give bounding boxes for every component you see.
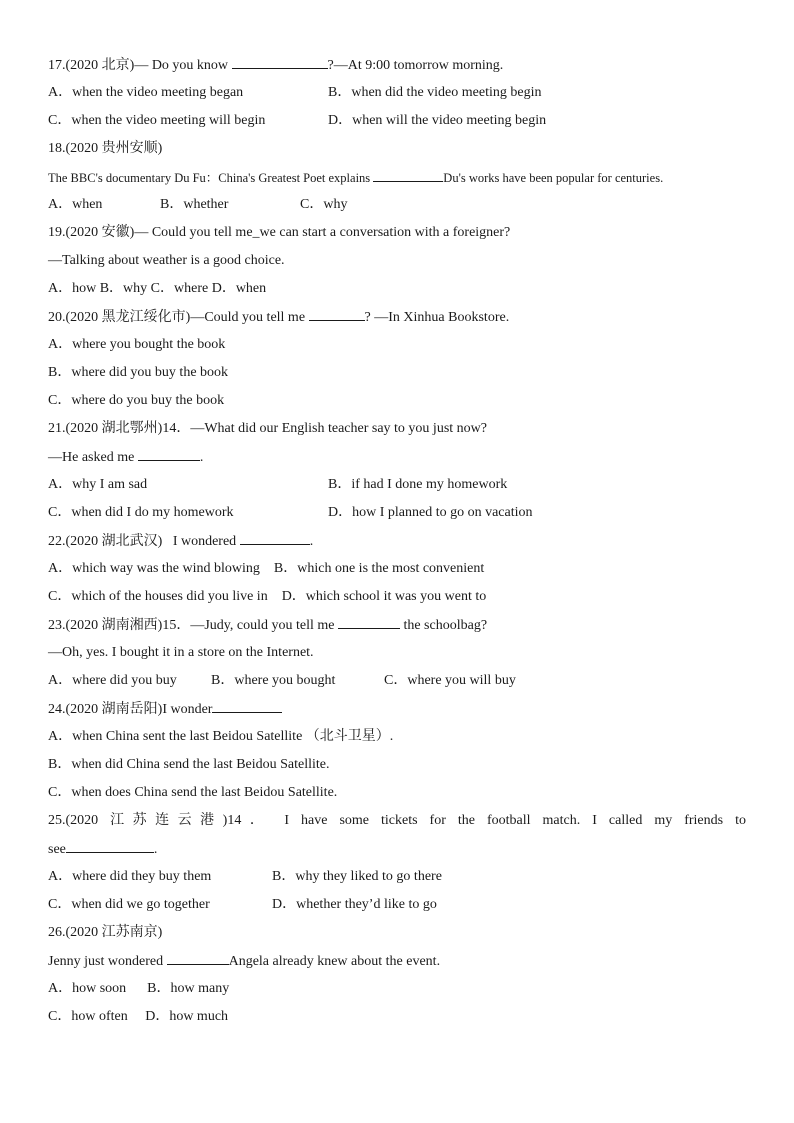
question-24-option-b[interactable]: B．when did China send the last Beidou Satellite. (48, 757, 330, 772)
question-22-options-cd[interactable]: C．which of the houses did you live in D．which school it was you went to (48, 589, 487, 604)
answer-blank[interactable] (167, 952, 229, 965)
question-23-answer: —Oh, yes. I bought it in a store on the Internet. (48, 645, 314, 660)
question-25-option-b[interactable]: B．why they liked to go there (272, 869, 442, 884)
question-21-answer: —He asked me . (48, 450, 204, 465)
question-24-option-a[interactable]: A．when China sent the last Beidou Satellite （北斗卫星）. (48, 729, 394, 744)
question-19-stem: 19.(2020 安徽)— Could you tell me_we can start a conversation with a foreigner? (48, 225, 511, 240)
question-20-option-a[interactable]: A．where you bought the book (48, 337, 226, 352)
question-20-stem: 20.(2020 黑龙江绥化市)—Could you tell me ? —In Xinhua Bookstore. (48, 310, 510, 325)
question-21-option-b[interactable]: B．if had I done my homework (328, 477, 508, 492)
question-17-option-a[interactable]: A．when the video meeting began (48, 85, 244, 100)
question-19-options[interactable]: A．how B．why C．where D．when (48, 281, 267, 296)
question-18-stem: The BBC's documentary Du Fu：China's Greatest Poet explains Du's works have been popular for centuries. (48, 171, 664, 185)
question-26-stem: Jenny just wondered Angela already knew about the event. (48, 954, 441, 969)
question-20-option-c[interactable]: C．where do you buy the book (48, 393, 225, 408)
question-26-options-ab[interactable]: A．how soon B．how many (48, 981, 230, 996)
question-26-options-cd[interactable]: C．how often D．how much (48, 1009, 229, 1024)
question-25-option-c[interactable]: C．when did we go together (48, 897, 210, 912)
question-18-option-c[interactable]: C．why (300, 197, 348, 212)
answer-blank[interactable] (66, 840, 154, 853)
question-25-option-d[interactable]: D．whether they’d like to go (272, 897, 437, 912)
question-22-options-ab[interactable]: A．which way was the wind blowing B．which one is the most convenient (48, 561, 485, 576)
question-20-option-b[interactable]: B．where did you buy the book (48, 365, 229, 380)
question-18-option-b[interactable]: B．whether (160, 197, 229, 212)
answer-blank[interactable] (138, 448, 200, 461)
question-18-option-a[interactable]: A．when (48, 197, 103, 212)
question-18-header: 18.(2020 贵州安顺) (48, 141, 163, 156)
question-24-option-c[interactable]: C．when does China send the last Beidou Satellite. (48, 785, 338, 800)
question-26-header: 26.(2020 江苏南京) (48, 925, 163, 940)
question-21-stem: 21.(2020 湖北鄂州)14．—What did our English teacher say to you just now? (48, 421, 487, 436)
question-25-stem: 25.(2020 江苏连云港)14． I have some tickets for the football match. I called my friends to (48, 813, 746, 828)
question-17-option-b[interactable]: B．when did the video meeting begin (328, 85, 542, 100)
answer-blank[interactable] (373, 169, 443, 182)
question-23-stem: 23.(2020 湖南湘西)15．—Judy, could you tell me the schoolbag? (48, 618, 488, 633)
question-21-option-c[interactable]: C．when did I do my homework (48, 505, 234, 520)
question-17-option-d[interactable]: D．when will the video meeting begin (328, 113, 547, 128)
question-17-option-c[interactable]: C．when the video meeting will begin (48, 113, 266, 128)
question-23-option-b[interactable]: B．where you bought (211, 673, 336, 688)
answer-blank[interactable] (240, 532, 310, 545)
answer-blank[interactable] (338, 616, 400, 629)
answer-blank[interactable] (232, 56, 328, 69)
question-21-option-a[interactable]: A．why I am sad (48, 477, 148, 492)
question-22-stem: 22.(2020 湖北武汉) I wondered . (48, 534, 314, 549)
question-17-stem: 17.(2020 北京)— Do you know ?—At 9:00 tomorrow morning. (48, 58, 504, 73)
question-21-option-d[interactable]: D．how I planned to go on vacation (328, 505, 533, 520)
answer-blank[interactable] (212, 700, 282, 713)
question-19-answer: —Talking about weather is a good choice. (48, 253, 285, 268)
question-23-option-a[interactable]: A．where did you buy (48, 673, 177, 688)
question-24-stem: 24.(2020 湖南岳阳)I wonder (48, 700, 282, 719)
answer-blank[interactable] (309, 308, 365, 321)
question-25-stem-continued: see . (48, 842, 158, 857)
question-25-option-a[interactable]: A．where did they buy them (48, 869, 212, 884)
question-23-option-c[interactable]: C．where you will buy (384, 673, 516, 688)
